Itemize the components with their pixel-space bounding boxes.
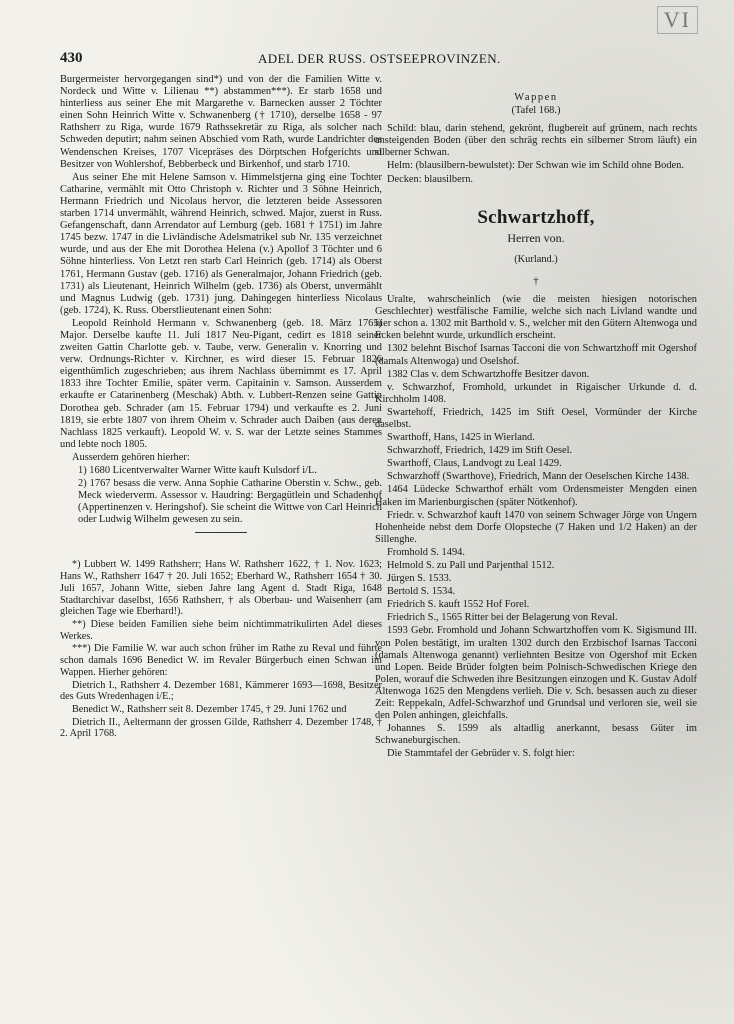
divider <box>195 532 247 533</box>
footnote: **) Diese beiden Familien siehe beim nichtimmatrikulirten Adel dieses Werkes. <box>60 618 382 642</box>
list-item: 1) 1680 Licentverwalter Warner Witte kauft Kulsdorf i/L. <box>78 465 317 476</box>
paragraph: Fromhold S. 1494. <box>387 546 465 558</box>
paragraph: Uralte, wahrscheinlich (wie die meisten hiesigen notorischen Geschlechter) westfälische Familie, welche sich nach Livland wandte und hier schon a. 1302 mit Barthold v. S., welcher mit den Gütern Altenwoga und Ecken belehnt wurde, urkundlich erscheint. <box>375 294 697 342</box>
right-column <box>375 92 697 762</box>
paragraph: Johannes S. 1599 als altadlig anerkannt, besass Güter im Schwaneburgischen. <box>375 723 697 747</box>
wappen-paragraph: Decken: blausilbern. <box>387 173 473 185</box>
family-heading: Schwartzhoff, <box>477 206 595 228</box>
paragraph: Ausserdem gehören hierher: <box>72 451 190 463</box>
footnote: ***) Die Familie W. war auch schon früher im Rathe zu Reval und führte schon damals 1696 Benedict W. im Revaler Bürgerbuch einen Schwan im Wappen. Hierher gehören: <box>60 643 382 678</box>
paragraph: 1302 belehnt Bischof Isarnas Tacconi die von Schwartzhoff mit Ogershof (damals Altenwoga) und Oselshof. <box>375 343 697 367</box>
region-label: (Kurland.) <box>514 253 558 265</box>
family-subheading: Herren von. <box>507 230 565 245</box>
paragraph: Swarthoff, Hans, 1425 in Wierland. <box>387 432 535 444</box>
dagger-mark: † <box>533 275 539 287</box>
footnote: Dietrich II., Aeltermann der grossen Gilde, Rathsherr 4. Dezember 1748, † 2. April 1768. <box>60 716 382 740</box>
list <box>60 465 382 526</box>
paragraph: Schwarzhoff (Swarthove), Friedrich, Mann der Oeselschen Kirche 1438. <box>387 471 690 483</box>
paragraph: Friedr. v. Schwarzhof kauft 1470 von seinem Schwager Jörge von Ungern Hohenheide nebst dem Dorfe Olopsteche (7 Haken und 1/2 Haken) an der Sillenghe. <box>375 509 697 545</box>
paragraph: Swartehoff, Friedrich, 1425 im Stift Oesel, Vormünder der Kirche daselbst. <box>375 406 697 430</box>
paragraph: 1593 Gebr. Fromhold und Johann Schwartzhoffen vom K. Sigismund III. von Polen bestätigt, im uralten 1302 durch den Erzbischof Isarnas Tacconi (damals Altenwoga genannt) verliehnten Besitze von Ogershof mit Ecken und Lopen. Beide Brüder folgten beim Polnisch-Schwedischen Kriege den Polen, worauf die Schweden ihre Besitzungen einzogen und K. Gustav Adolf Altenwoga 1625 den Mengdens verlieh. Die v. Sch. besassen auch zu dieser Zeit: Reppekaln, Adfel-Schwarzhof und Grundsal und verloren sie, weil sie den Polen anhingen, gleichfalls. <box>375 625 697 722</box>
corner-mark: VI <box>657 6 698 34</box>
wappen-paragraph: Helm: (blausilbern-bewulstet): Der Schwan wie im Schild ohne Boden. <box>387 160 684 172</box>
paragraph: Burgermeister hervorgegangen sind*) und von der die Familien Witte v. Nordeck und Witte v. Lilienau **) abstammen***). Er starb 1658 und hinterliess aus seiner Ehe mit Margarethe v. Barnecken ausser 2 Töchter einen Sohn Heinrich Witte v. Schwanenberg († 1710), derselbe 1658 - 97 Rathsherr zu Riga, wurde 1679 Rathssekretär zu Riga, als solcher nach Schweden deputirt; nahm seinen Abschied vom Rath, wurde Landrichter des Wendenschen Kreises, 1707 Vicepräses des Dörptschen Hofgerichts und Besitzer von Wohlershof, Bebberbeck und Birkenhof, und starb 1710. <box>60 74 382 170</box>
paragraph: Friedrich S., 1565 Ritter bei der Belagerung von Reval. <box>387 612 618 624</box>
left-column <box>60 74 382 741</box>
paragraph: Leopold Reinhold Hermann v. Schwanenberg (geb. 18. März 1765) Major. Derselbe kaufte 11. Juli 1817 Neu-Pigant, cedirt es 1818 seiner zweiten Gattin Charlotte geb. v. Taube, verw. Generalin v. Knorring und verw. Ordnungs-Richter v. Kirchner, es wird dieser 15. Februar 1826 eigenthümlich zugeschrieben; aus ihrem Nachlass übernimmt es 17. April 1833 ihre Tochter Emilie, später verm. Capitainin v. Samson. Ausserdem erkaufte er Catarinenberg (Meschak) Abth. v. Lubbert-Renzen seine Gattin Dorothea geb. Schrader (am 15. Februar 1794) und verkaufte es 2. Juni 1819, sie erbte 1807 von ihrem Oheim v. Schrader auch Daiben (aus deren Nachlass 1825 verkauft). Leopold W. v. S. war der Letzte seines Stammes und lebte noch 1805. <box>60 317 382 450</box>
footnotes <box>60 559 382 740</box>
paragraph: Helmold S. zu Pall und Parjenthal 1512. <box>387 560 555 571</box>
paragraph: 1464 Lüdecke Schwarthof erhält vom Ordensmeister Mengden einen Haken im Marienburgischen (später Nötkenhof). <box>375 484 697 508</box>
list-item: 2) 1767 besass die verw. Anna Sophie Catharine Oberstin v. Schw., geb. Meck wiederverm. Assessor v. Haudring: Bergagütlein und Schadenhof (Appertinenzen v. Heringshof). Sie scheint die Wittwe von Carl Heinrich oder Ludwig Wilhelm gewesen zu sein. <box>78 478 382 526</box>
paragraph: 1382 Clas v. dem Schwartzhoffe Besitzer davon. <box>387 368 590 380</box>
wappen-paragraph: Schild: blau, darin stehend, gekrönt, flugbereit auf grünem, nach rechts ansteigenden Boden (über den schräg rechts ein silberner Strom läuft) ein silberner Schwan. <box>375 123 697 159</box>
paragraph: Friedrich S. kauft 1552 Hof Forel. <box>387 599 530 611</box>
paragraph: Jürgen S. 1533. <box>387 573 452 585</box>
wappen-title: Wappen <box>514 92 558 103</box>
paragraph: Swarthoff, Claus, Landvogt zu Leal 1429. <box>387 458 562 470</box>
paragraph: Aus seiner Ehe mit Helene Samson v. Himmelstjerna ging eine Tochter Catharine, vermählt mit Otto Christoph v. Richter und 3 Söhne Heinrich, Hermann Friedrich und Nicolaus hervor, die letzteren beide Assessoren starben 1714 unvermählt, während Heinrich, schwed. Major, zuerst in Russ. Gefangenschaft, dann Arrendator auf Lemburg (geb. 1681 † 1751) im Jahre 1745 bezw. 1747 in die Livländische Adelsmatrikel sub Nr. 135 verzeichnet wurde, und aus der Ehe mit Dorothea Helena (v.) Apollof 3 Töchter und 6 Söhne hinterliess. Von Letzt ren starb Carl Heinrich (geb. 1714) als Oberst 1761, Hermann Gustav (geb. 1716) als Generalmajor, Johann Friedrich (geb. 1731) als Lieutenant, Heinrich Wilhelm (geb. 1736) als Oberst, unvermählt und Magnus Ludwig (geb. 1731) jung. Dahingegen hinterliess Nicolaus (geb. 1724), K. Russ. Oberstlieutenant einen Sohn: <box>60 171 382 316</box>
footnote: Dietrich I., Rathsherr 4. Dezember 1681, Kämmerer 1693—1698, Besitzer des Guts Wredenhagen i/E.; <box>60 679 382 703</box>
page-number: 430 <box>60 50 83 66</box>
footnote: Benedict W., Rathsherr seit 8. Dezember 1745, † 29. Juni 1762 und <box>72 703 347 715</box>
wappen-plate: (Tafel 168.) <box>511 105 561 117</box>
paragraph: v. Schwarzhof, Fromhold, urkundet in Rigaischer Urkunde d. d. Kirchholm 1408. <box>375 381 697 405</box>
paragraph: Bertold S. 1534. <box>387 586 456 598</box>
paragraph: Schwarzhoff, Friedrich, 1429 im Stift Oesel. <box>387 445 573 457</box>
footnote: *) Lubbert W. 1499 Rathsherr; Hans W. Rathsherr 1622, † 1. Nov. 1623; Hans W., Rathsherr 1647 † 20. Juli 1652; Eberhard W., Rathsherr 1654 † 30. Juli 1657, Johann Witte, sieben Jahre lang Agent d. Stadt Riga, 1648 Stadtarchivar daselbst, 1656 Rathsherr, † als Oberbau- und Waisenherr (am gleichen Tage wie Eberhard!). <box>60 559 382 618</box>
running-head: ADEL DER RUSS. OSTSEEPROVINZEN. <box>258 51 501 66</box>
paragraph: Die Stammtafel der Gebrüder v. S. folgt hier: <box>387 748 575 760</box>
